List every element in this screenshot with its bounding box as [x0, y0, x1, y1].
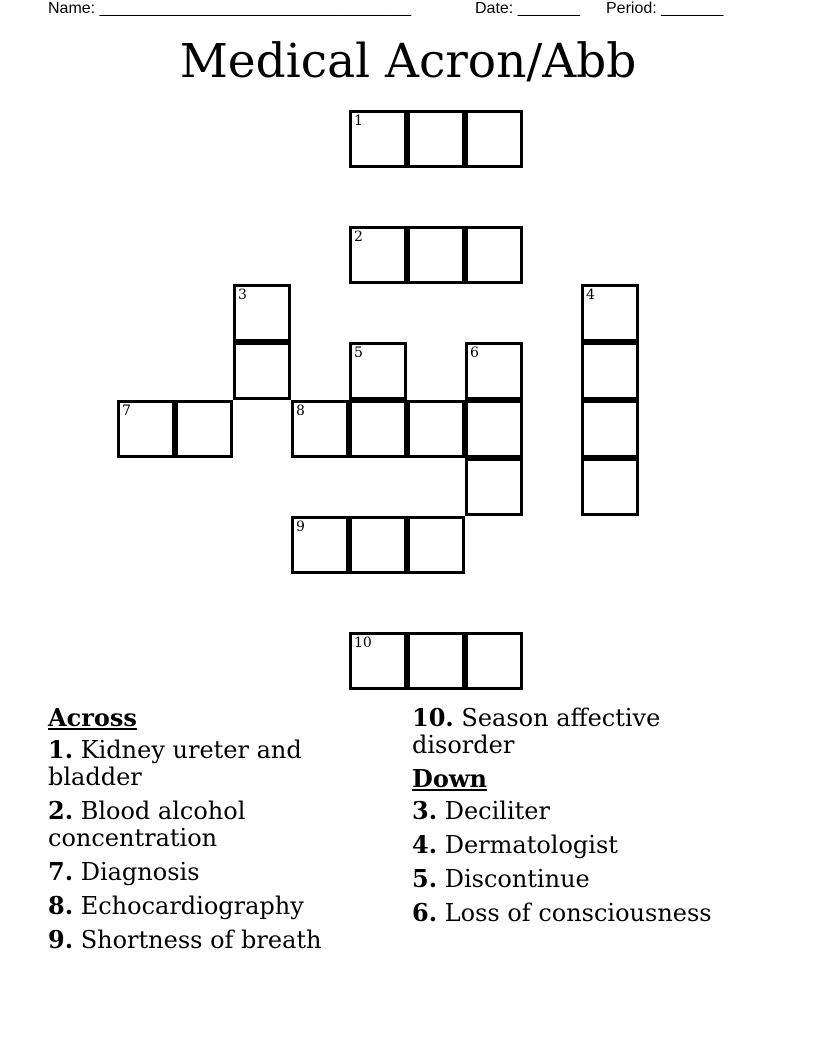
crossword-cell[interactable]: [465, 458, 523, 516]
crossword-cell[interactable]: [407, 632, 465, 690]
crossword-cell[interactable]: [291, 400, 349, 458]
crossword-cell[interactable]: [465, 110, 523, 168]
clue-number: 6: [470, 345, 479, 361]
crossword-cell[interactable]: [465, 400, 523, 458]
clue-item: [48, 892, 368, 920]
clue-text: Echocardiography: [80, 892, 304, 920]
name-field[interactable]: Name: ___________________________________: [48, 0, 412, 17]
clue-text: Season affective disorder: [412, 704, 661, 759]
clue-number: 1: [354, 113, 363, 129]
crossword-cell[interactable]: [407, 516, 465, 574]
clue-num: 10.: [412, 703, 454, 732]
clue-num: 6.: [412, 898, 438, 927]
crossword-cell[interactable]: [407, 110, 465, 168]
date-field[interactable]: Date: _______: [475, 0, 580, 17]
across-heading: Across: [48, 703, 137, 732]
crossword-cell[interactable]: [349, 632, 407, 690]
crossword-cell[interactable]: [233, 342, 291, 400]
clue-number: 9: [296, 519, 305, 535]
clue-text: Deciliter: [444, 797, 550, 825]
crossword-cell[interactable]: [233, 284, 291, 342]
clue-num: 7.: [48, 857, 74, 886]
clue-text: Shortness of breath: [80, 926, 322, 954]
clue-num: 5.: [412, 864, 438, 893]
clue-item: [48, 736, 368, 791]
clue-text: Kidney ureter and bladder: [48, 736, 302, 791]
crossword-cell[interactable]: [465, 632, 523, 690]
clue-num: 2.: [48, 796, 74, 825]
crossword-cell[interactable]: [465, 226, 523, 284]
clue-number: 8: [296, 403, 305, 419]
crossword-cell[interactable]: [581, 458, 639, 516]
clue-item: [48, 926, 368, 954]
crossword-cell[interactable]: [291, 516, 349, 574]
crossword-cell[interactable]: [407, 400, 465, 458]
clue-item: [412, 704, 752, 759]
down-heading: Down: [412, 764, 487, 793]
clue-text: Discontinue: [444, 865, 590, 893]
crossword-cell[interactable]: [581, 400, 639, 458]
clue-text: Diagnosis: [80, 858, 200, 886]
clue-number: 10: [354, 635, 372, 651]
clue-num: 9.: [48, 925, 74, 954]
clue-item: [412, 899, 752, 927]
puzzle-title: Medical Acron/Abb: [179, 34, 637, 89]
crossword-cell[interactable]: [349, 226, 407, 284]
clue-item: [48, 797, 368, 852]
clue-text: Blood alcohol concentration: [48, 797, 246, 852]
crossword-cell[interactable]: [117, 400, 175, 458]
clue-item: [412, 797, 752, 825]
clue-num: 4.: [412, 830, 438, 859]
crossword-cell[interactable]: [349, 400, 407, 458]
clue-number: 4: [586, 287, 595, 303]
clue-number: 3: [238, 287, 247, 303]
clue-item: [412, 831, 752, 859]
clue-item: [48, 858, 368, 886]
clue-number: 7: [122, 403, 131, 419]
crossword-cell[interactable]: [465, 342, 523, 400]
clue-item: [412, 865, 752, 893]
crossword-cell[interactable]: [581, 284, 639, 342]
clue-text: Loss of consciousness: [444, 899, 712, 927]
clue-column-right: [412, 704, 752, 933]
crossword-cell[interactable]: [349, 342, 407, 400]
crossword-cell[interactable]: [175, 400, 233, 458]
clue-num: 3.: [412, 796, 438, 825]
crossword-cell[interactable]: [349, 110, 407, 168]
clue-text: Dermatologist: [444, 831, 618, 859]
crossword-cell[interactable]: [581, 342, 639, 400]
clue-num: 8.: [48, 891, 74, 920]
clue-column-left: [48, 704, 368, 960]
clue-num: 1.: [48, 735, 74, 764]
crossword-cell[interactable]: [349, 516, 407, 574]
period-field[interactable]: Period: _______: [606, 0, 724, 17]
crossword-cell[interactable]: [407, 226, 465, 284]
clue-number: 2: [354, 229, 363, 245]
clue-number: 5: [354, 345, 363, 361]
